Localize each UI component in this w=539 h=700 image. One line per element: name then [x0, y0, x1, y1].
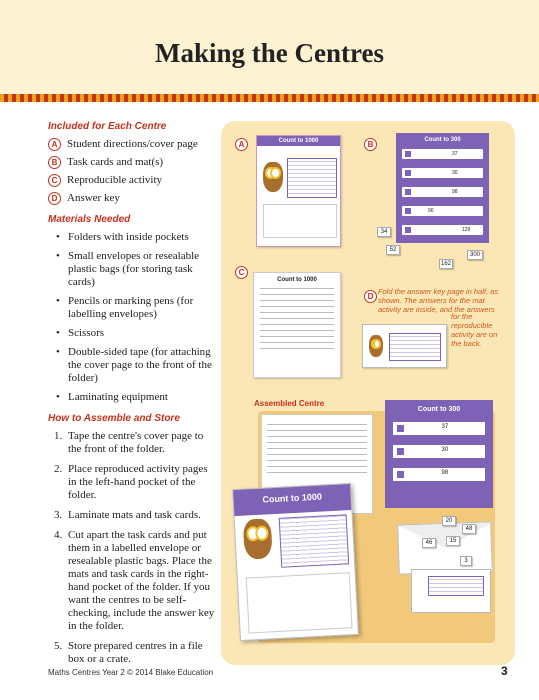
letter-a-badge: A — [48, 138, 61, 151]
materials-heading: Materials Needed — [48, 214, 131, 225]
list-item — [54, 430, 218, 456]
mat-value: 98 — [452, 189, 458, 195]
task-card: 48 — [462, 524, 476, 534]
task-card: 52 — [386, 245, 400, 255]
included-item-text: Reproducible activity — [67, 174, 162, 186]
list-item: • Folders with inside pockets — [56, 231, 218, 244]
included-heading: Included for Each Centre — [48, 121, 167, 132]
list-item: • Small envelopes or resealable plastic bags (for storing task cards) — [56, 250, 218, 289]
mat-row — [402, 187, 483, 197]
assembled-cover-page — [232, 483, 359, 641]
step-number: 3. — [54, 509, 63, 521]
mat-value: 30 — [452, 170, 458, 176]
mat-value: 98 — [441, 470, 449, 476]
answer-key-in-folder — [411, 569, 491, 613]
cover-page-thumbnail — [256, 135, 341, 247]
task-mat-thumbnail — [396, 133, 489, 243]
owl-illustration — [369, 335, 383, 357]
answer-grid — [428, 576, 484, 596]
mat-row — [402, 149, 483, 159]
step-text: Cut apart the task cards and put them in a labelled envelope or resealable plastic bags. Place the mats and task cards in the right-hand pocket of the folder. If you want the centres to be self-checking, include the answer key in the folder. — [68, 529, 215, 632]
task-card: 300 — [467, 250, 483, 260]
mat-value: 90 — [428, 208, 434, 214]
included-item-a — [48, 138, 218, 151]
list-item: • Double-sided tape (for attaching the cover page to the front of the folder) — [56, 346, 218, 385]
step-number: 5. — [54, 640, 63, 652]
answer-key-thumbnail — [362, 324, 447, 368]
footer-credit: Maths Centres Year 2 © 2014 Blake Education — [48, 668, 214, 677]
owl-illustration — [263, 162, 283, 192]
mat-row — [402, 206, 483, 216]
list-item — [54, 640, 218, 666]
list-item: • Scissors — [56, 327, 218, 340]
included-item-text: Answer key — [67, 192, 120, 204]
hundred-chart-image — [287, 158, 337, 198]
owl-illustration — [243, 518, 273, 559]
letter-c-badge: C — [48, 174, 61, 187]
assembled-mat — [385, 400, 493, 508]
list-item: • Pencils or marking pens (for labelling envelopes) — [56, 295, 218, 321]
mat-title: Count to 300 — [424, 137, 461, 143]
page-number: 3 — [501, 664, 508, 678]
mat-row — [402, 168, 483, 178]
included-item-c — [48, 174, 218, 187]
task-card: 3 — [460, 556, 472, 566]
task-card-envelope — [397, 521, 493, 574]
figure-label-b: B — [364, 138, 377, 151]
task-card: 20 — [442, 516, 456, 526]
cover-title: Count to 1000 — [257, 136, 340, 146]
directions-box — [246, 572, 353, 633]
reproducible-activity-thumbnail — [253, 272, 341, 378]
mat-row — [393, 422, 485, 435]
step-number: 1. — [54, 430, 63, 442]
instructions-column — [48, 120, 218, 673]
materials-list — [56, 231, 218, 404]
task-card: 34 — [377, 227, 391, 237]
answer-grid — [389, 333, 441, 361]
activity-title: Count to 1000 — [277, 277, 317, 283]
figure-label-c: C — [235, 266, 248, 279]
directions-box — [263, 204, 337, 238]
mat-value: 37 — [452, 151, 458, 157]
answer-key-note-continued: for the reproducible activity are on the back. — [451, 312, 498, 348]
letter-b-badge: B — [48, 156, 61, 169]
list-item: • Laminating equipment — [56, 391, 218, 404]
figure-label-d: D — [364, 290, 377, 303]
mat-value: 129 — [462, 227, 471, 233]
mat-row — [393, 445, 485, 458]
mat-value: 30 — [441, 447, 449, 453]
step-text: Store prepared centres in a file box or a crate. — [68, 640, 203, 665]
included-item-text: Student directions/cover page — [67, 138, 198, 150]
decorative-band — [0, 94, 539, 102]
figure-label-a: A — [235, 138, 248, 151]
step-number: 2. — [54, 463, 63, 475]
answer-key-note: Fold the answer key page in half, as shown. The answers for the mat activity are inside, and the answers — [378, 287, 499, 314]
hundred-chart-image — [279, 514, 350, 567]
task-card: 15 — [446, 536, 460, 546]
included-item-d — [48, 192, 218, 205]
mat-row — [402, 225, 483, 235]
list-item — [54, 463, 218, 502]
included-item-text: Task cards and mat(s) — [67, 156, 164, 168]
assembled-mat-title: Count to 300 — [417, 406, 461, 413]
assemble-steps — [54, 430, 218, 666]
assembled-heading: Assembled Centre — [254, 399, 325, 408]
mat-row — [393, 468, 485, 481]
list-item — [54, 509, 218, 522]
included-item-b — [48, 156, 218, 169]
page-title: Making the Centres — [155, 38, 384, 68]
step-number: 4. — [54, 529, 63, 541]
task-card: 46 — [422, 538, 436, 548]
step-text: Place reproduced activity pages in the left-hand pocket of the folder. — [68, 463, 208, 501]
list-item — [54, 529, 218, 633]
assemble-heading: How to Assemble and Store — [48, 413, 180, 424]
letter-d-badge: D — [48, 192, 61, 205]
assembled-cover-title: Count to 1000 — [233, 484, 351, 516]
mat-value: 37 — [441, 424, 449, 430]
task-card: 162 — [440, 261, 451, 267]
step-text: Tape the centre's cover page to the front of the folder. — [68, 430, 204, 455]
step-text: Laminate mats and task cards. — [68, 509, 201, 521]
